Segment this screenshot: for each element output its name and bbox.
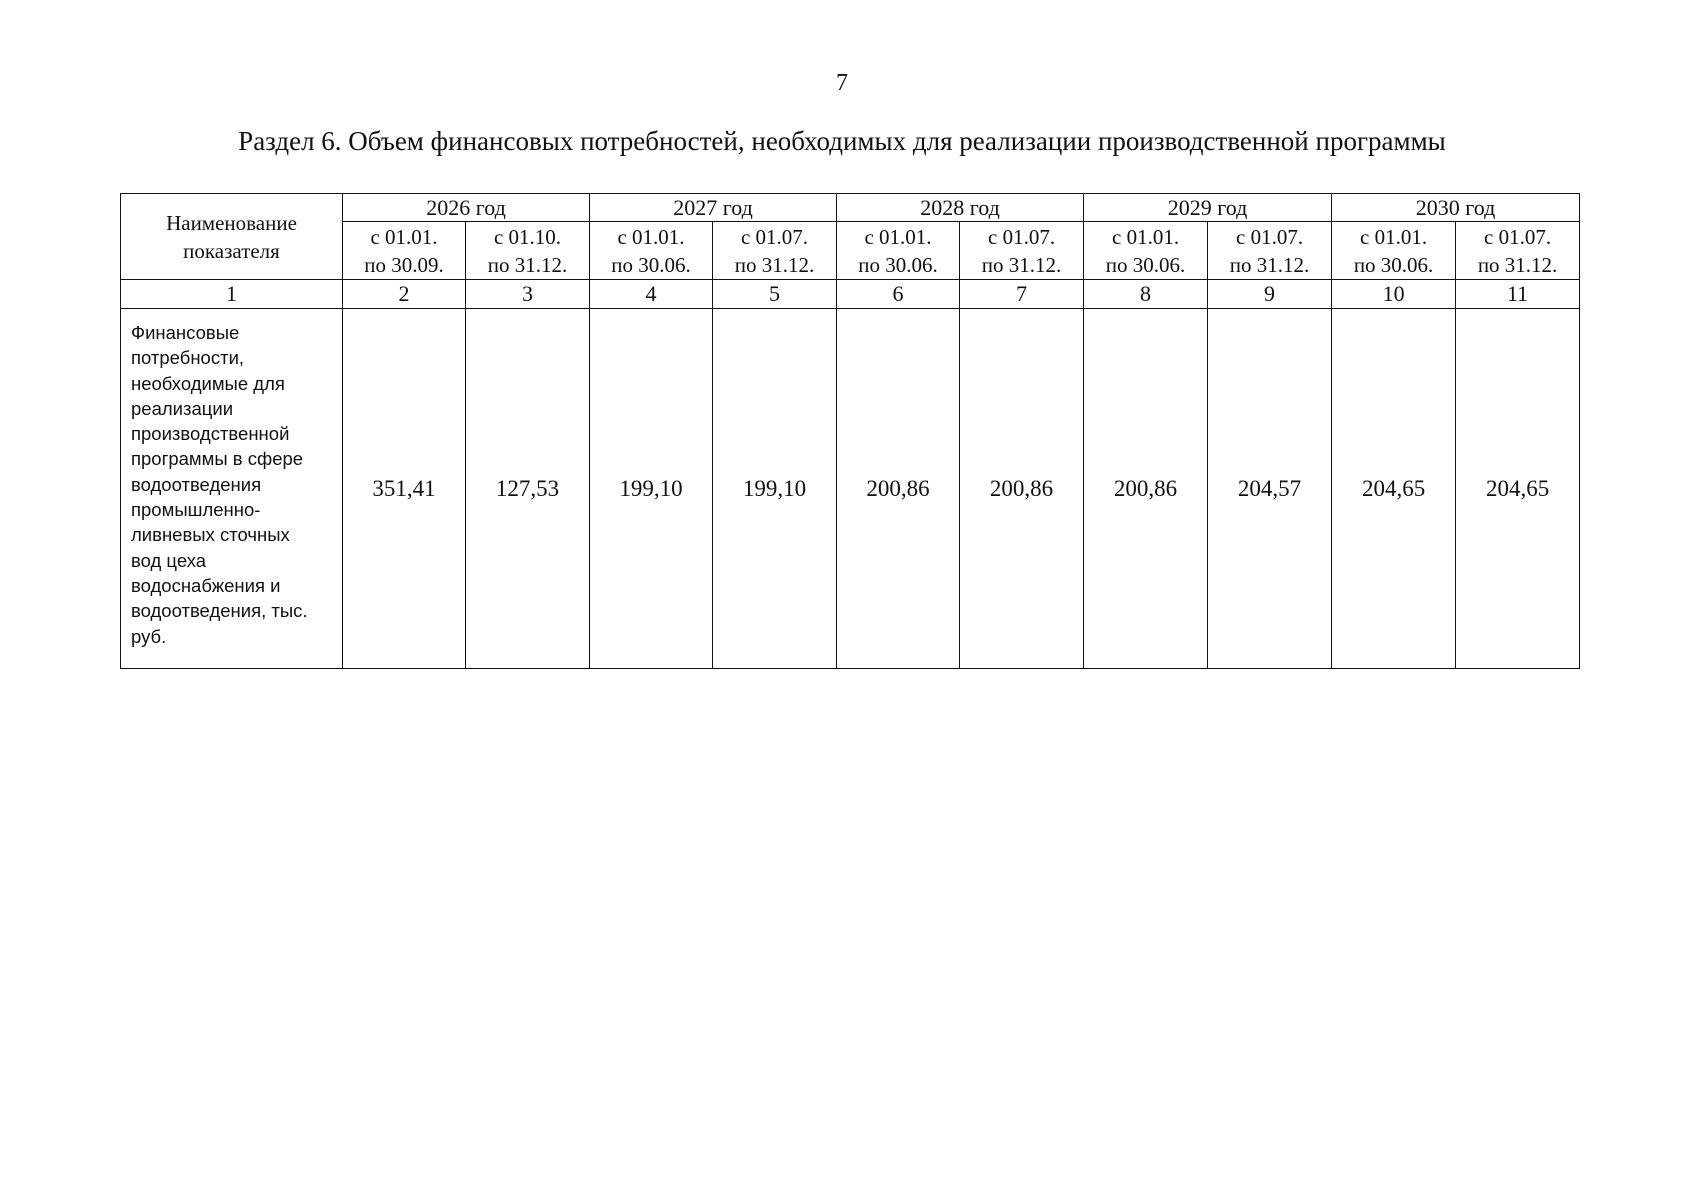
column-number: 5 (713, 280, 837, 309)
column-number: 4 (590, 280, 713, 309)
value-cell: 200,86 (960, 309, 1084, 669)
period-header (713, 222, 837, 280)
value-cell: 127,53 (466, 309, 590, 669)
section-title: Раздел 6. Объем финансовых потребностей, необходимых для реализации производственной программы (238, 126, 1446, 156)
period-header (466, 222, 590, 280)
year-header-row (121, 194, 1580, 222)
period-from: с 01.01. (370, 224, 438, 249)
indicator-name-header-text: Наименование показателя (166, 210, 297, 263)
financial-needs-table (120, 193, 1580, 669)
value-cell: 200,86 (837, 309, 960, 669)
period-to: по 31.12. (1477, 252, 1558, 277)
period-header (1208, 222, 1332, 280)
period-from: с 01.01. (617, 224, 685, 249)
period-header (1084, 222, 1208, 280)
indicator-name-header (121, 194, 343, 280)
period-header (960, 222, 1084, 280)
period-from: с 01.07. (1484, 224, 1552, 249)
period-to: по 31.12. (487, 252, 568, 277)
column-number: 1 (121, 280, 343, 309)
column-number: 10 (1332, 280, 1456, 309)
value-cell: 351,41 (343, 309, 466, 669)
period-to: по 30.06. (858, 252, 938, 277)
period-header (343, 222, 466, 280)
period-from: с 01.10. (493, 224, 562, 249)
period-from: с 01.07. (988, 224, 1056, 249)
page-number: 7 (836, 70, 848, 96)
year-header-2029: 2029 год (1084, 194, 1332, 222)
period-header (837, 222, 960, 280)
value-cell: 204,65 (1456, 309, 1580, 669)
period-header (1456, 222, 1580, 280)
year-header-2026: 2026 год (343, 194, 590, 222)
period-from: с 01.01. (864, 224, 932, 249)
column-number: 8 (1084, 280, 1208, 309)
column-number: 2 (343, 280, 466, 309)
column-number: 7 (960, 280, 1084, 309)
value-cell: 204,57 (1208, 309, 1332, 669)
year-header-2030: 2030 год (1332, 194, 1580, 222)
period-to: по 31.12. (734, 252, 815, 277)
table-row (121, 309, 1580, 669)
value-cell: 199,10 (713, 309, 837, 669)
year-header-2028: 2028 год (837, 194, 1084, 222)
period-from: с 01.01. (1112, 224, 1180, 249)
period-from: с 01.07. (1236, 224, 1304, 249)
column-number-row (121, 280, 1580, 309)
period-to: по 30.09. (364, 252, 444, 277)
column-number: 6 (837, 280, 960, 309)
indicator-name-cell: Финансовые потребности, необходимые для реализации производственной программы в сфере водоотведения промышленно- ливневых сточных вод цеха водоснабжения и водоотведения, тыс. руб. (121, 309, 343, 669)
column-number: 11 (1456, 280, 1580, 309)
period-to: по 30.06. (1353, 252, 1434, 277)
period-header (1332, 222, 1456, 280)
period-from: с 01.07. (740, 224, 809, 249)
column-number: 9 (1208, 280, 1332, 309)
period-to: по 31.12. (981, 252, 1062, 277)
period-to: по 30.06. (1105, 252, 1186, 277)
value-cell: 199,10 (590, 309, 713, 669)
period-to: по 31.12. (1229, 252, 1310, 277)
period-from: с 01.01. (1360, 224, 1428, 249)
period-header (590, 222, 713, 280)
period-to: по 30.06. (611, 252, 691, 277)
value-cell: 204,65 (1332, 309, 1456, 669)
year-header-2027: 2027 год (590, 194, 837, 222)
value-cell: 200,86 (1084, 309, 1208, 669)
column-number: 3 (466, 280, 590, 309)
